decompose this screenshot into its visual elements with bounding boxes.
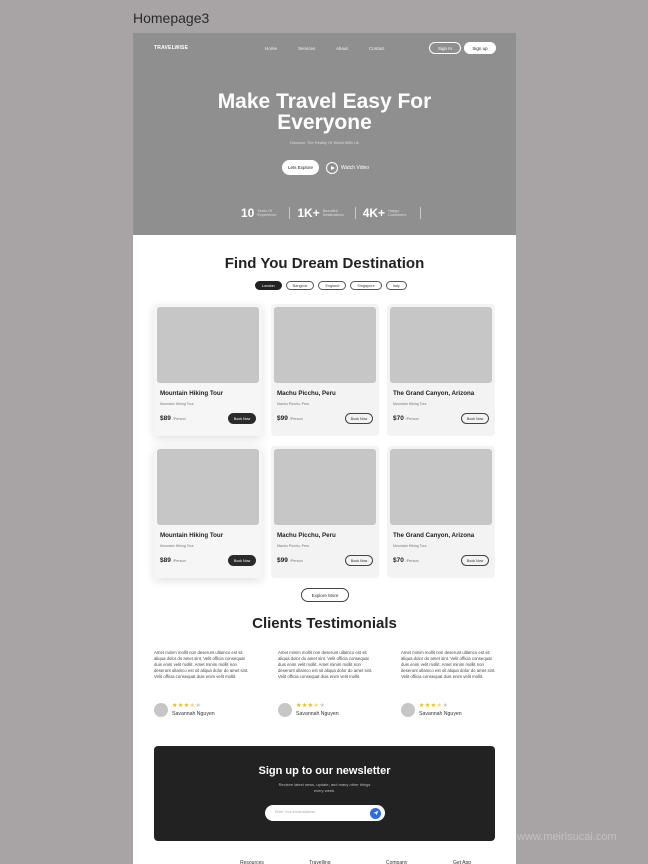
footer-resources[interactable]: Resources: [240, 860, 264, 864]
email-placeholder: Enter Your email address: [275, 810, 316, 814]
sign-up-button[interactable]: Sign up: [464, 42, 496, 54]
explore-more-button[interactable]: Explore More: [301, 588, 349, 602]
card-image: [274, 307, 376, 383]
testimonial-card: [278, 650, 374, 717]
filter-bangkok[interactable]: Bangkok: [286, 281, 315, 290]
top-nav: [133, 33, 516, 63]
filter-italy[interactable]: Italy: [386, 281, 407, 290]
watch-video-button[interactable]: [326, 161, 369, 174]
nav-link-contact[interactable]: Contact: [369, 46, 385, 51]
card-price: $89 /Person: [160, 415, 186, 422]
card-image: [274, 449, 376, 525]
card-subtitle: Mountain Hiking Tour: [393, 544, 427, 548]
logo[interactable]: TRAVELWISE: [154, 45, 189, 51]
stats-row: [241, 205, 428, 221]
location-filters: [255, 281, 407, 290]
newsletter-title: Sign up to our newsletter: [258, 765, 391, 777]
card-image: [157, 449, 259, 525]
book-now-button[interactable]: Book Now: [228, 555, 256, 566]
rating-stars: ★★★★★: [296, 703, 326, 709]
lets-explore-button[interactable]: Lets Explore: [282, 160, 319, 175]
avatar: [278, 703, 292, 717]
stat-label: Years Of Experience: [257, 208, 277, 217]
footer-get-app[interactable]: Get App: [453, 860, 472, 864]
send-icon[interactable]: [370, 808, 381, 819]
testimonial-name: Savannah Nguyen: [419, 711, 462, 717]
stat-value: 1K+: [297, 206, 320, 220]
card-price: $99 /Person: [277, 415, 303, 422]
frame-label: Homepage3: [133, 10, 210, 26]
card-title: The Grand Canyon, Arizona: [393, 390, 475, 397]
filter-london[interactable]: London: [255, 281, 282, 290]
rating-stars: ★★★★★: [172, 703, 202, 709]
email-field[interactable]: [265, 805, 385, 821]
destination-card[interactable]: [271, 304, 379, 436]
stat-value: 10: [241, 206, 255, 220]
watch-video-label: Watch Video: [341, 164, 370, 171]
destinations-title: Find You Dream Destination: [224, 255, 425, 272]
destination-card[interactable]: [387, 446, 495, 578]
card-price: $70 /Person: [393, 557, 419, 564]
stat-value: 4K+: [362, 206, 386, 220]
footer-company[interactable]: Company: [386, 860, 408, 864]
stat-label: Happy Customers: [388, 208, 407, 217]
homepage-frame: [133, 33, 516, 864]
filter-singapore[interactable]: Singapore: [350, 281, 381, 290]
card-title: Mountain Hiking Tour: [160, 532, 224, 539]
nav-link-services[interactable]: Services: [298, 46, 316, 51]
book-now-button[interactable]: Book Now: [461, 555, 489, 566]
destination-card[interactable]: [271, 446, 379, 578]
footer-travelling[interactable]: Travelling: [309, 860, 331, 864]
card-title: Machu Picchu, Peru: [277, 532, 336, 539]
testimonial-card: [154, 650, 250, 717]
nav-link-home[interactable]: Home: [265, 46, 278, 51]
card-title: The Grand Canyon, Arizona: [393, 532, 475, 539]
avatar: [401, 703, 415, 717]
testimonial-text: Amet minim mollit non deserunt ullamco est sit aliqua dolor do amet sint. Velit officia consequat duis enim velit mollit. Amet minim mollit non deserunt ullamco est sit aliqua dolor do amet sint. Velit officia consequat duis enim velit mollit.: [278, 650, 373, 680]
stat-label: Beautiful Destinations: [322, 208, 344, 217]
card-title: Machu Picchu, Peru: [277, 390, 336, 397]
book-now-button[interactable]: Book Now: [461, 413, 489, 424]
nav-link-about[interactable]: About: [336, 46, 348, 51]
sign-in-button[interactable]: Sign In: [429, 42, 461, 54]
card-subtitle: Mountain Hiking Tour: [160, 402, 194, 406]
testimonials-title: Clients Testimonials: [252, 615, 397, 632]
card-title: Mountain Hiking Tour: [160, 390, 224, 397]
stat-item: [297, 207, 355, 219]
hero-title: [133, 91, 516, 133]
testimonial-name: Savannah Nguyen: [296, 711, 339, 717]
card-image: [157, 307, 259, 383]
card-image: [390, 307, 492, 383]
card-price: $99 /Person: [277, 557, 303, 564]
testimonial-text: Amet minim mollit non deserunt ullamco est sit aliqua dolor do amet sint. Velit officia consequat duis enim velit mollit. Amet minim mollit non deserunt ullamco est sit aliqua dolor do amet sint. Velit officia consequat duis enim velit mollit.: [401, 650, 496, 680]
stat-item: [241, 207, 290, 219]
book-now-button[interactable]: Book Now: [228, 413, 256, 424]
rating-stars: ★★★★★: [419, 703, 449, 709]
card-subtitle: Mountain Hiking Tour: [393, 402, 427, 406]
watermark: www.meirisucai.com: [517, 831, 617, 843]
testimonial-name: Savannah Nguyen: [172, 711, 215, 717]
card-price: $70 /Person: [393, 415, 419, 422]
hero-title-line2: Everyone: [277, 111, 372, 134]
hero-title-line1: Make Travel Easy For: [217, 90, 432, 113]
newsletter-section: [154, 746, 495, 841]
play-icon: [326, 162, 338, 174]
destination-card[interactable]: [154, 304, 262, 436]
stat-item: [363, 207, 421, 219]
card-price: $89 /Person: [160, 557, 186, 564]
testimonial-card: [401, 650, 497, 717]
hero-subtitle: Discover The Reality Of World With Us: [290, 140, 359, 145]
hero-section: [133, 33, 516, 235]
destination-card[interactable]: [387, 304, 495, 436]
card-subtitle: Machu Picchu, Peru: [277, 402, 310, 406]
book-now-button[interactable]: Book Now: [345, 413, 373, 424]
avatar: [154, 703, 168, 717]
card-image: [390, 449, 492, 525]
card-subtitle: Machu Picchu, Peru: [277, 544, 310, 548]
filter-england[interactable]: England: [318, 281, 346, 290]
newsletter-subtitle: Recieve latest news, update, and many other things every week.: [278, 782, 371, 794]
card-subtitle: Mountain Hiking Tour: [160, 544, 194, 548]
destination-card[interactable]: [154, 446, 262, 578]
book-now-button[interactable]: Book Now: [345, 555, 373, 566]
testimonial-text: Amet minim mollit non deserunt ullamco est sit aliqua dolor do amet sint. Velit officia consequat duis enim velit mollit. Amet minim mollit non deserunt ullamco est sit aliqua dolor do amet sint. Velit officia consequat duis enim velit mollit.: [154, 650, 249, 680]
